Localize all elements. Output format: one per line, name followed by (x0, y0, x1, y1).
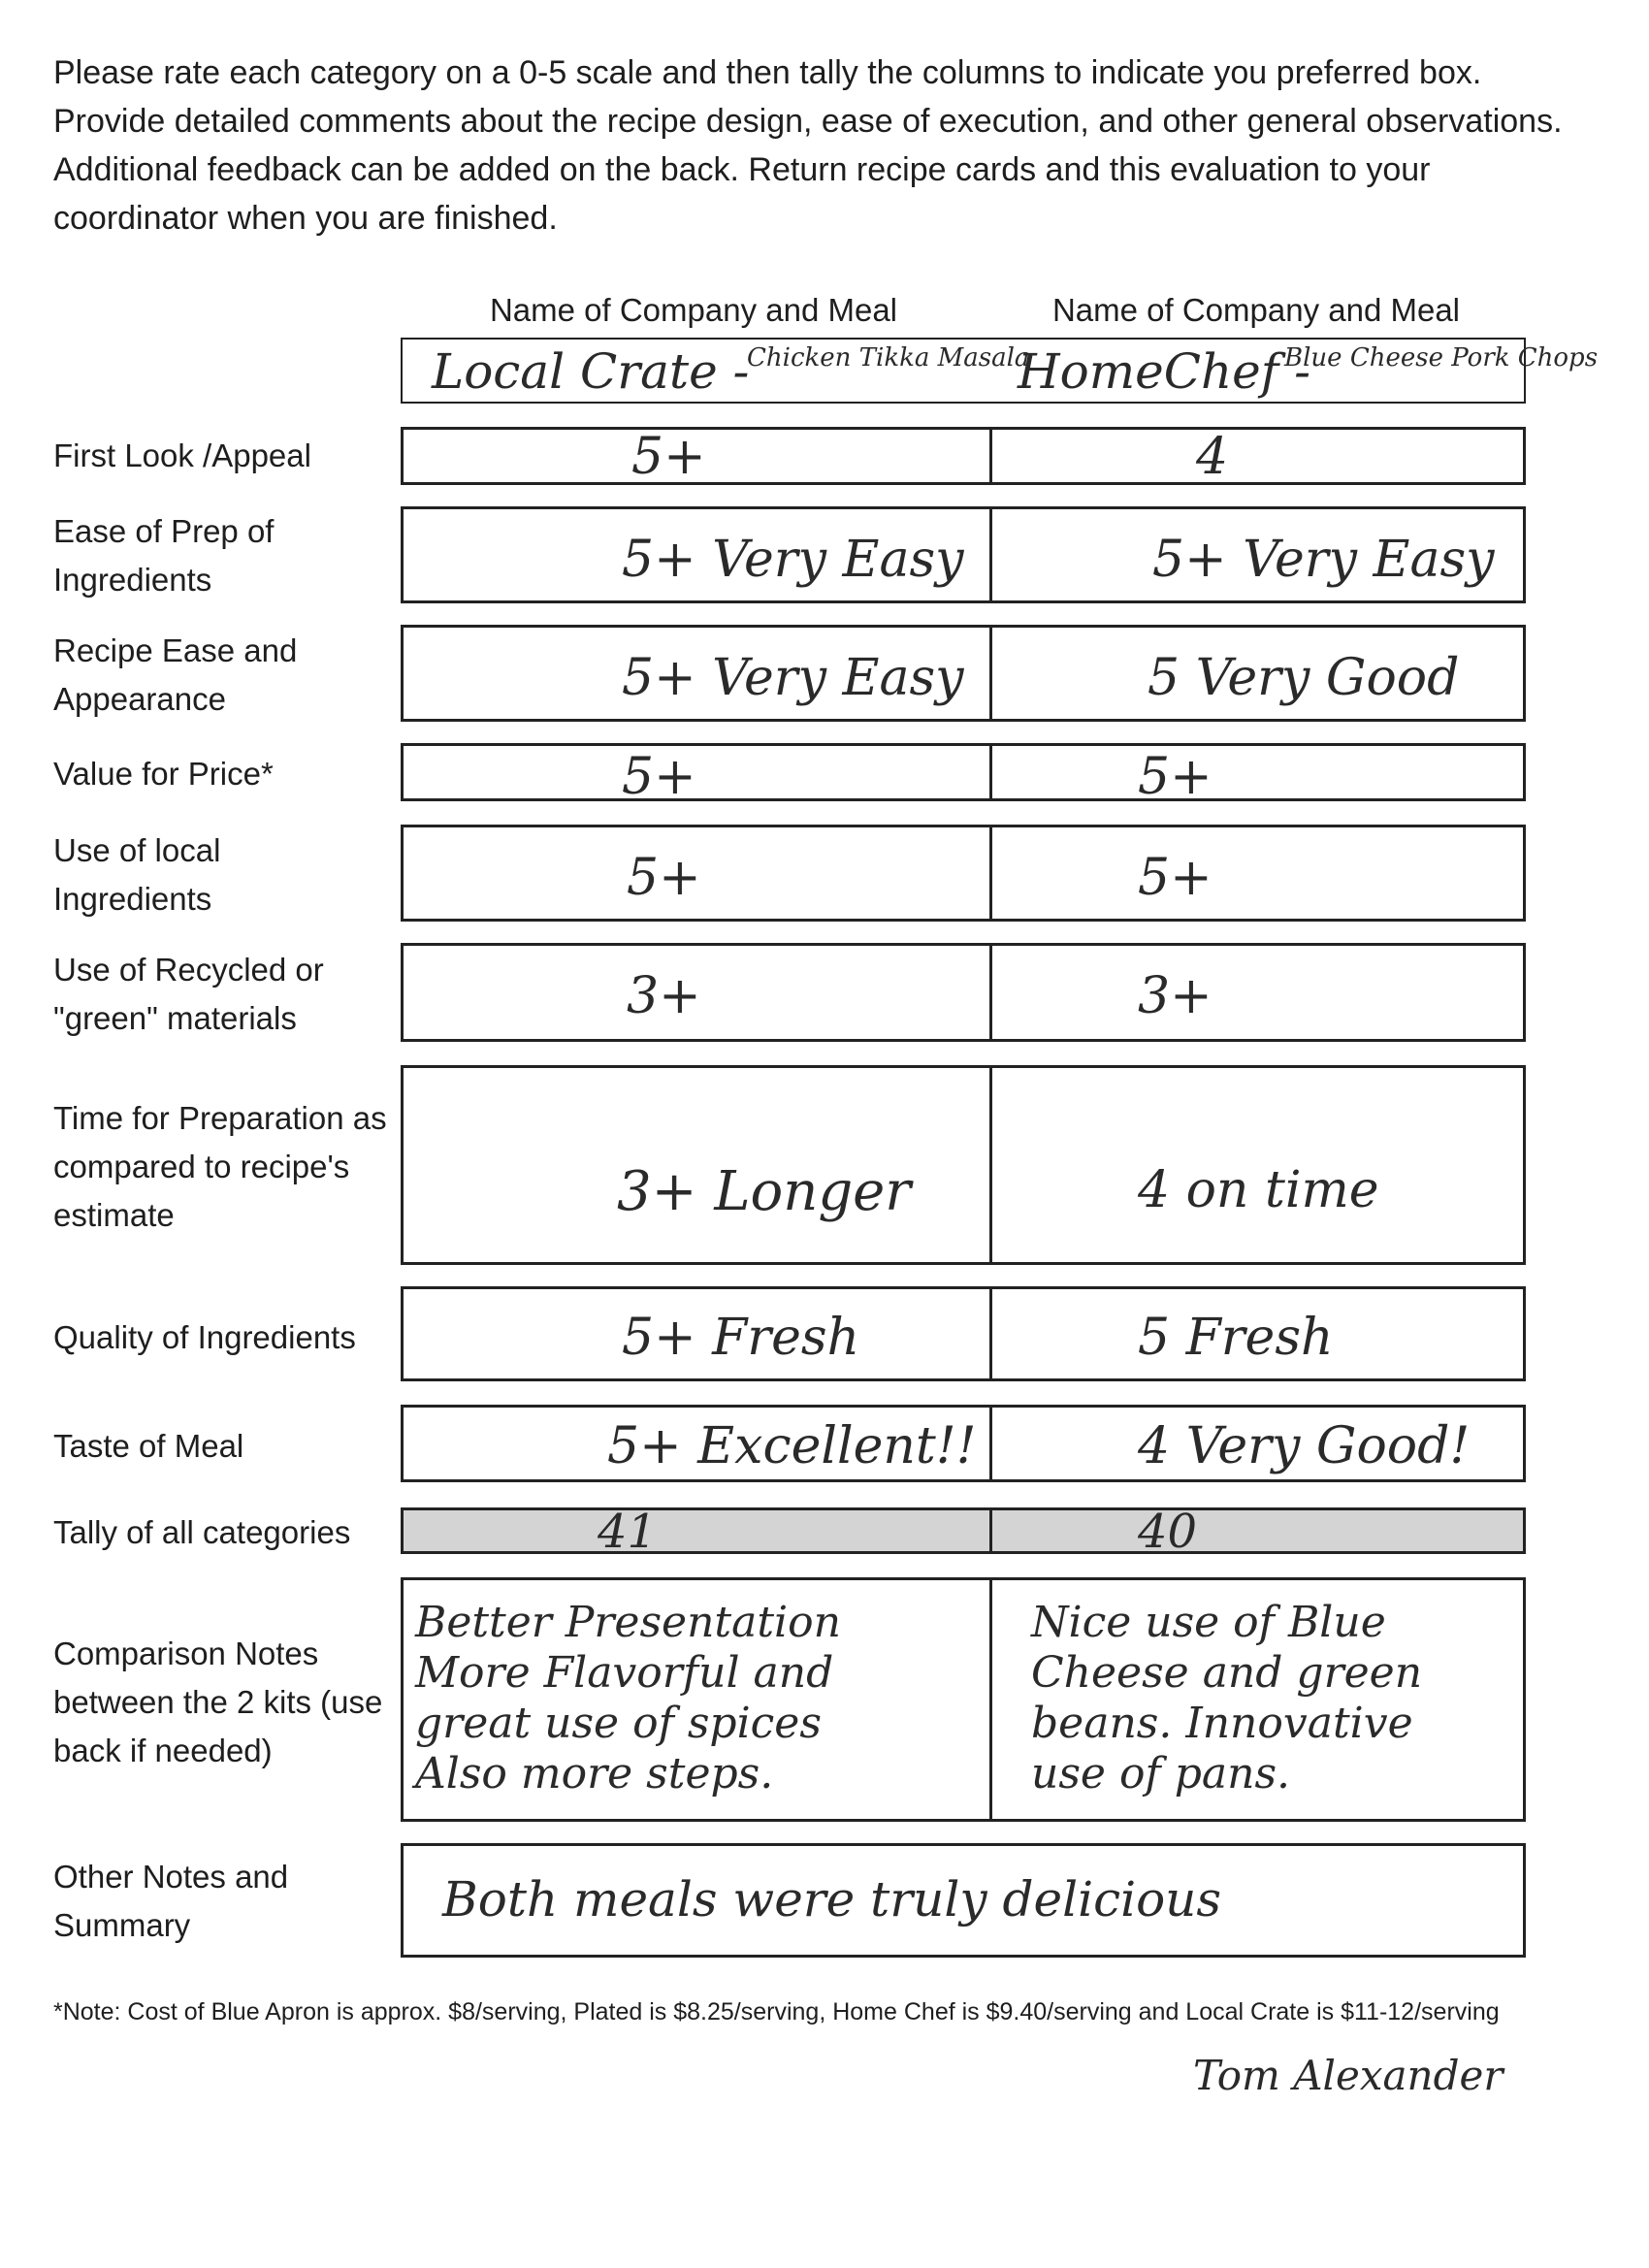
score-cell-left (404, 509, 989, 600)
meal-name-left-cell (403, 340, 1030, 402)
score-cell-right (989, 428, 1523, 486)
score-right: 3+ (1138, 967, 1212, 1025)
comparison-notes-right: Nice use of Blue Cheese and green beans. Innovative use of pans. (1031, 1598, 1423, 1798)
score-left: 5+ Fresh (622, 1309, 860, 1367)
tally-right: 40 (1138, 1505, 1198, 1559)
score-left: 3+ Longer (617, 1160, 912, 1223)
score-left: 5+ Excellent!! (607, 1417, 977, 1475)
score-left: 5+ (622, 748, 696, 806)
row-box-local-ingredients (401, 825, 1526, 922)
row-box-comparison-notes (401, 1577, 1526, 1822)
row-box-taste-of-meal (401, 1405, 1526, 1482)
other-notes-cell (404, 1846, 1523, 1955)
score-left: 5+ (631, 428, 706, 486)
score-cell-right (989, 628, 1523, 719)
score-cell-left (404, 428, 989, 486)
score-cell-right (989, 827, 1523, 919)
score-right: 4 Very Good! (1138, 1417, 1471, 1475)
row-box-recipe-ease (401, 625, 1526, 722)
row-box-first-look (401, 427, 1526, 485)
row-box-value-for-price (401, 743, 1526, 806)
score-right: 4 on time (1138, 1161, 1379, 1219)
row-label-value-for-price: Value for Price* (53, 756, 274, 792)
row-box-other-notes (401, 1843, 1526, 1958)
score-cell-right (989, 1408, 1523, 1479)
score-cell-left (404, 746, 989, 806)
score-cell-left (404, 1068, 989, 1262)
column-header-right: Name of Company and Meal (1051, 292, 1461, 328)
meal-dish-right: Blue Cheese Pork Chops (1284, 343, 1599, 373)
row-label-local-ingredients: Use of local Ingredients (53, 832, 221, 917)
column-header-left: Name of Company and Meal (489, 292, 898, 328)
score-right: 5+ (1138, 849, 1212, 907)
score-right: 4 (1196, 428, 1229, 486)
row-label-recipe-ease: Recipe Ease and Appearance (53, 632, 298, 717)
score-left: 5+ Very Easy (622, 531, 964, 589)
score-right: 5 Very Good (1148, 649, 1460, 707)
tally-cell-left (404, 1505, 989, 1559)
signature: Tom Alexander (1193, 2052, 1504, 2099)
comparison-cell-left (404, 1580, 989, 1819)
score-right: 5+ Very Easy (1152, 531, 1495, 589)
score-left: 5+ Very Easy (622, 649, 964, 707)
instructions-text: Please rate each category on a 0-5 scale and then tally the columns to indicate you preferred box. Provide detailed comments about the recipe design, ease of execution, and other general observations. Additional feedback can be added on the back. Return recipe cards and this evaluation to your coordinator when you are finished. (53, 54, 1563, 237)
score-cell-left (404, 1408, 989, 1479)
score-left: 5+ (627, 849, 701, 907)
row-label-time-for-preparation: Time for Preparation as compared to recipe's estimate (53, 1100, 387, 1233)
meal-name-right-cell (988, 340, 1599, 402)
score-cell-right (989, 1289, 1523, 1378)
score-cell-right (989, 509, 1523, 600)
score-cell-left (404, 946, 989, 1039)
comparison-notes-left: Better Presentation More Flavorful and great use of spices Also more steps. (415, 1598, 841, 1798)
row-label-ease-of-prep: Ease of Prep of Ingredients (53, 513, 275, 598)
score-right: 5 Fresh (1138, 1309, 1334, 1367)
other-notes-text: Both meals were truly delicious (442, 1871, 1222, 1928)
meal-company-right: HomeChef - (1018, 343, 1311, 400)
score-cell-left (404, 827, 989, 919)
footnote: *Note: Cost of Blue Apron is approx. $8/serving, Plated is $8.25/serving, Home Chef is $9.40/serving and Local Crate is $11-12/serving (53, 1998, 1500, 2025)
score-cell-right (989, 946, 1523, 1039)
row-box-tally (401, 1505, 1526, 1559)
score-cell-left (404, 628, 989, 719)
row-label-recycled-materials: Use of Recycled or "green" materials (53, 952, 324, 1036)
row-label-tally: Tally of all categories (53, 1514, 351, 1550)
row-label-taste-of-meal: Taste of Meal (53, 1428, 244, 1464)
score-cell-left (404, 1289, 989, 1378)
meal-dish-left: Chicken Tikka Masala (747, 343, 1030, 373)
row-label-quality-of-ingredients: Quality of Ingredients (53, 1319, 356, 1355)
row-box-time-for-preparation (401, 1065, 1526, 1265)
score-left: 3+ (627, 967, 701, 1025)
row-box-recycled-materials (401, 943, 1526, 1042)
comparison-cell-right (989, 1580, 1523, 1819)
meal-name-row (401, 338, 1599, 404)
row-label-first-look: First Look /Appeal (53, 437, 311, 473)
row-box-ease-of-prep (401, 506, 1526, 603)
tally-left: 41 (598, 1505, 658, 1559)
score-cell-right (989, 1068, 1523, 1262)
row-box-quality-of-ingredients (401, 1286, 1526, 1381)
row-label-other-notes: Other Notes and Summary (53, 1859, 289, 1943)
row-label-comparison-notes: Comparison Notes between the 2 kits (use back if needed) (53, 1636, 383, 1768)
score-cell-right (989, 746, 1523, 806)
meal-company-left: Local Crate - (432, 343, 750, 400)
tally-cell-right (989, 1505, 1523, 1559)
score-right: 5+ (1138, 748, 1212, 806)
